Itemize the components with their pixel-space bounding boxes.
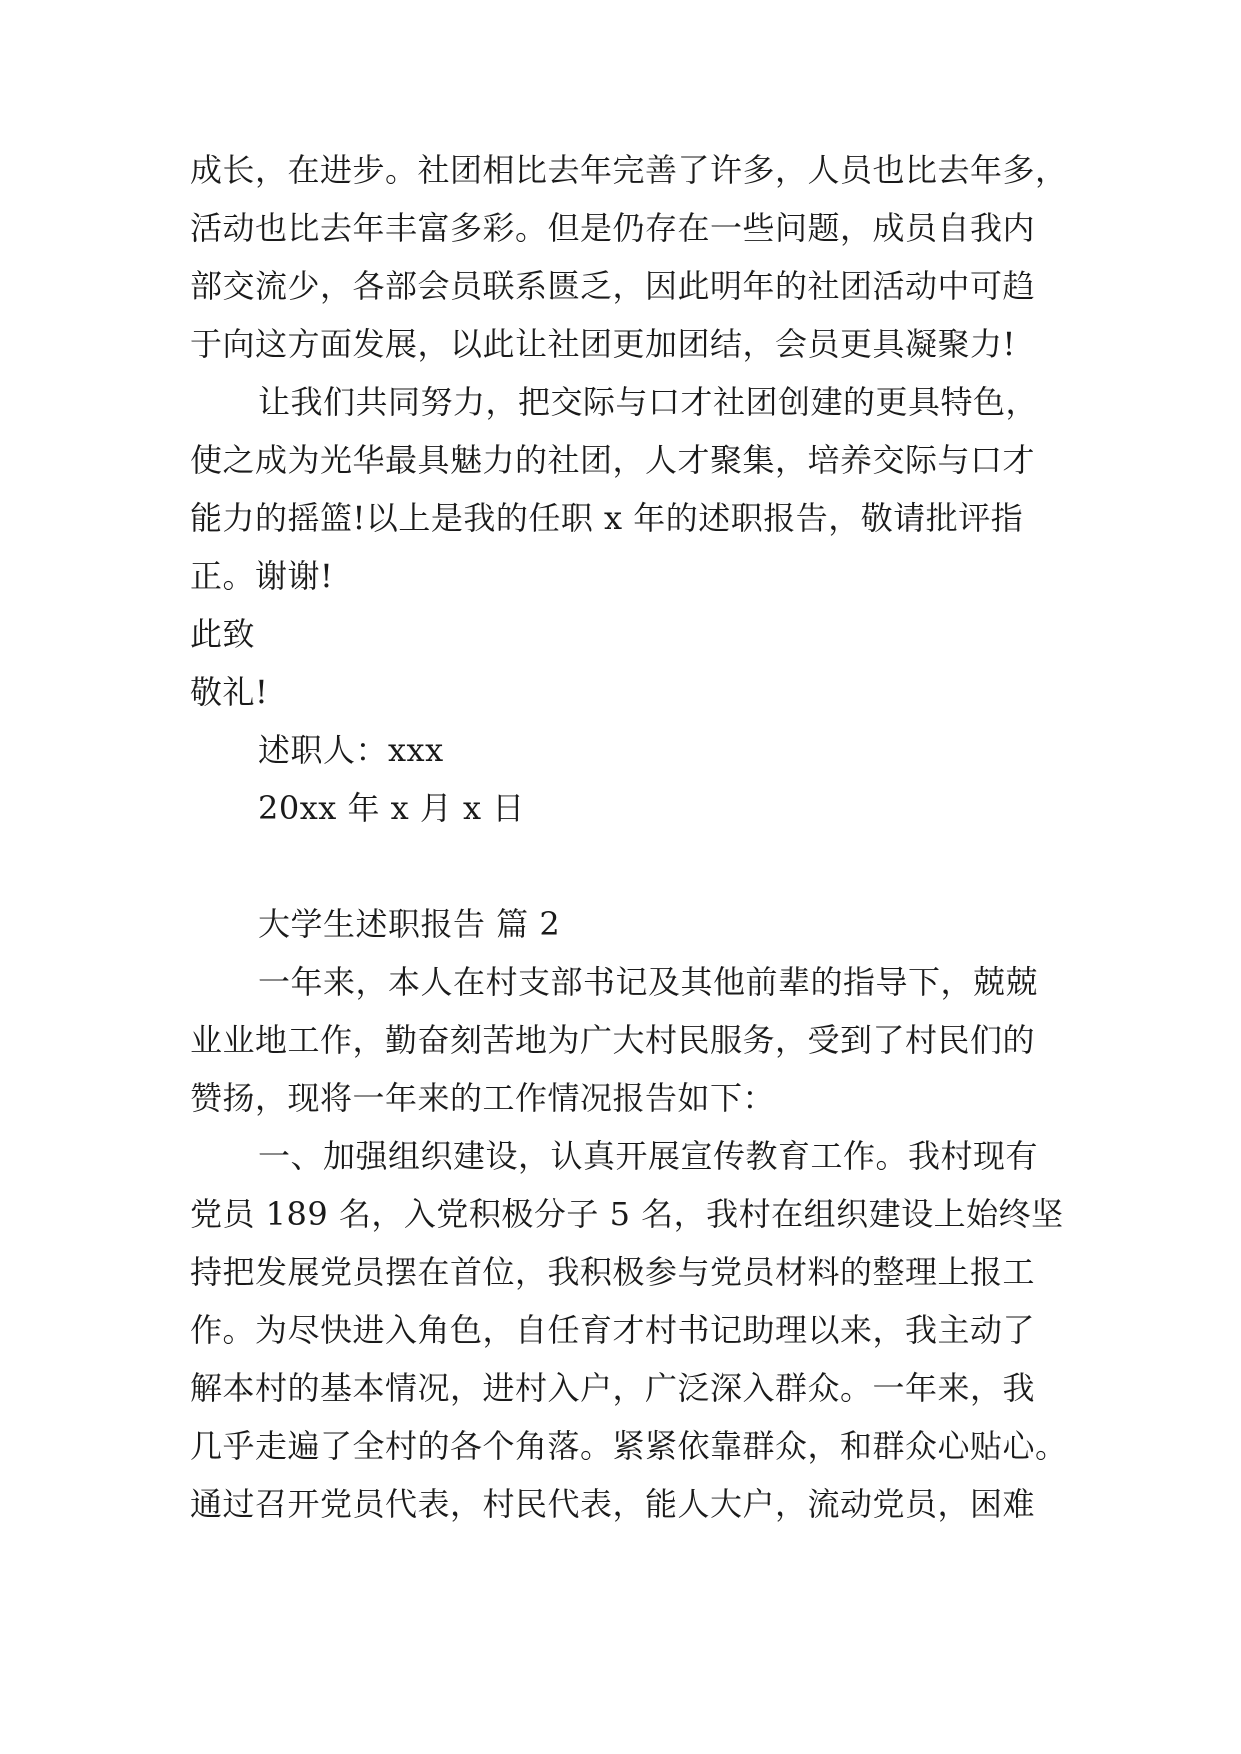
text-line: 通过召开党员代表，村民代表，能人大户，流动党员，困难 (190, 1485, 1036, 1523)
text-line: 几乎走遍了全村的各个角落。紧紧依靠群众，和群众心贴心。 (190, 1427, 1068, 1465)
text-line: 使之成为光华最具魅力的社团，人才聚集，培养交际与口才 (190, 441, 1036, 479)
section-title: 大学生述职报告 篇 2 (258, 905, 561, 943)
text-line: 一年来，本人在村支部书记及其他前辈的指导下，兢兢 (258, 963, 1039, 1001)
text-line: 于向这方面发展，以此让社团更加团结，会员更具凝聚力! (190, 325, 1016, 363)
text-line: 部交流少，各部会员联系匮乏，因此明年的社团活动中可趋 (190, 267, 1036, 305)
text-line: 党员 189 名，入党积极分子 5 名，我村在组织建设上始终坚 (190, 1195, 1064, 1233)
closing-respect: 敬礼! (190, 673, 269, 711)
closing-salutation: 此致 (190, 615, 256, 653)
signature-name: 述职人：xxx (258, 731, 444, 769)
text-line: 一、加强组织建设，认真开展宣传教育工作。我村现有 (258, 1137, 1039, 1175)
text-line: 能力的摇篮!以上是我的任职 x 年的述职报告，敬请批评指 (190, 499, 1024, 537)
text-line: 活动也比去年丰富多彩。但是仍存在一些问题，成员自我内 (190, 209, 1036, 247)
text-line: 解本村的基本情况，进村入户，广泛深入群众。一年来，我 (190, 1369, 1036, 1407)
text-line: 让我们共同努力，把交际与口才社团创建的更具特色， (258, 383, 1039, 421)
text-line: 成长，在进步。社团相比去年完善了许多，人员也比去年多， (190, 151, 1068, 189)
text-line: 业业地工作，勤奋刻苦地为广大村民服务，受到了村民们的 (190, 1021, 1036, 1059)
text-line: 正。谢谢! (190, 557, 334, 595)
text-line: 持把发展党员摆在首位，我积极参与党员材料的整理上报工 (190, 1253, 1036, 1291)
signature-date: 20xx 年 x 月 x 日 (258, 789, 525, 827)
text-line: 作。为尽快进入角色，自任育才村书记助理以来，我主动了 (190, 1311, 1036, 1349)
text-line: 赞扬，现将一年来的工作情况报告如下： (190, 1079, 776, 1117)
